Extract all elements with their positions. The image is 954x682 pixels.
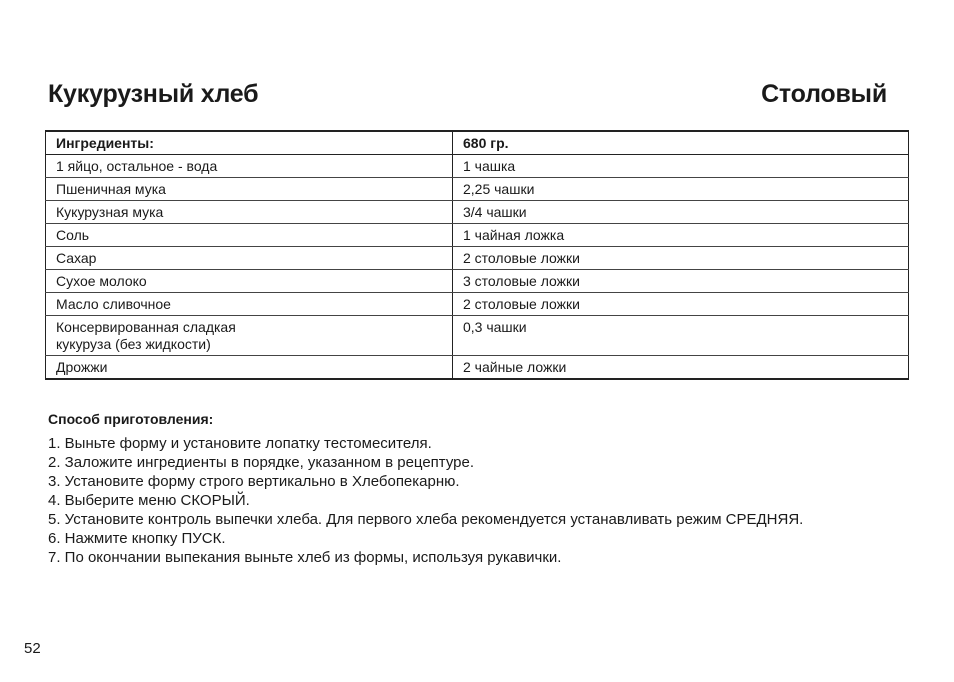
ingredient-cell: Масло сливочное [46, 293, 453, 316]
ingredient-cell: Сухое молоко [46, 270, 453, 293]
amount-cell: 3/4 чашки [453, 201, 909, 224]
table-row [46, 356, 909, 380]
ingredient-cell: Сахар [46, 247, 453, 270]
amount-cell: 2 чайные ложки [453, 356, 909, 380]
ingredient-cell: Соль [46, 224, 453, 247]
table-row [46, 293, 909, 316]
method-step: 4. Выберите меню СКОРЫЙ. [48, 492, 250, 509]
ingredients-header: Ингредиенты: [46, 131, 453, 155]
table-row [46, 270, 909, 293]
method-step: 7. По окончании выпекания выньте хлеб из формы, используя рукавички. [48, 549, 562, 566]
amount-header: 680 гр. [453, 131, 909, 155]
ingredient-cell: Пшеничная мука [46, 178, 453, 201]
method-step: 2. Заложите ингредиенты в порядке, указанном в рецептуре. [48, 454, 475, 471]
method-step: 6. Нажмите кнопку ПУСК. [48, 530, 226, 547]
method-step: 1. Выньте форму и установите лопатку тестомесителя. [48, 435, 432, 452]
recipe-title: Кукурузный хлеб [48, 80, 259, 108]
table-row [46, 201, 909, 224]
page-number: 52 [24, 640, 41, 657]
method-heading: Способ приготовления: [48, 411, 214, 427]
amount-cell: 2 столовые ложки [453, 247, 909, 270]
table-header-row [46, 131, 909, 155]
table-row [46, 155, 909, 178]
amount-cell: 3 столовые ложки [453, 270, 909, 293]
ingredient-cell: 1 яйцо, остальное - вода [46, 155, 453, 178]
ingredient-line-2: кукуруза (без жидкости) [56, 336, 211, 352]
table-row [46, 224, 909, 247]
amount-cell: 2 столовые ложки [453, 293, 909, 316]
table-row [46, 178, 909, 201]
amount-cell: 1 чашка [453, 155, 909, 178]
ingredient-line-1: Консервированная сладкая [56, 319, 236, 335]
method-step: 3. Установите форму строго вертикально в Хлебопекарню. [48, 473, 460, 490]
ingredient-cell: Кукурузная мука [46, 201, 453, 224]
method-step: 5. Установите контроль выпечки хлеба. Для первого хлеба рекомендуется устанавливать режим СРЕДНЯЯ. [48, 511, 804, 528]
amount-cell: 2,25 чашки [453, 178, 909, 201]
method-section [48, 411, 928, 567]
recipe-category: Столовый [761, 80, 887, 108]
table-row [46, 247, 909, 270]
ingredient-cell: Дрожжи [46, 356, 453, 380]
ingredients-table [45, 130, 909, 380]
ingredient-cell [46, 316, 453, 356]
table-row [46, 316, 909, 356]
amount-cell: 0,3 чашки [453, 316, 909, 356]
amount-cell: 1 чайная ложка [453, 224, 909, 247]
